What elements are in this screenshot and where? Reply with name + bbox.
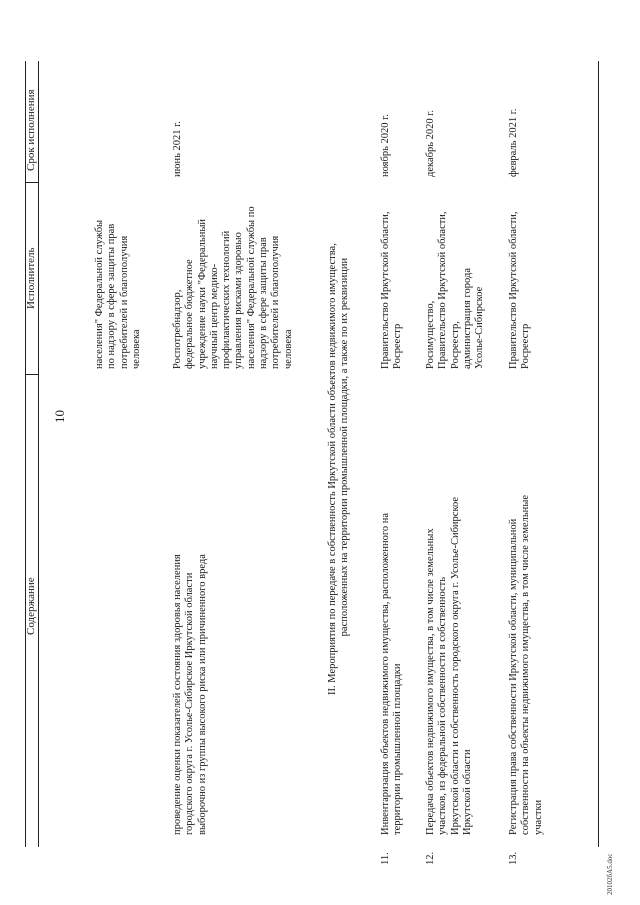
row1-deadline: июнь 2021 г. [172, 121, 183, 177]
column-divider-executor-deadline [25, 182, 38, 183]
document-code: 20102бА5.doc [606, 853, 614, 895]
executor-line: Росреестр, [449, 321, 461, 369]
row13-deadline: февраль 2021 г. [508, 108, 519, 177]
executor-line: федеральное бюджетное [184, 259, 196, 369]
executor-line: администрация города [461, 268, 473, 369]
executor-line: профилактических технологий [221, 230, 233, 369]
executor-line: населения" Федеральной службы по [245, 206, 257, 369]
executor-line: человека [130, 329, 142, 369]
row11-deadline: ноябрь 2020 г. [380, 114, 391, 177]
executor-line: управления рисками здоровью [233, 232, 245, 369]
header-deadline: Срок исполнения [25, 89, 37, 171]
section-title-line: расположенных на территории промышленной площадки, а также по их реквизиции [339, 257, 351, 637]
row1-executor [172, 206, 295, 369]
row12-executor [425, 211, 486, 369]
content-line: проведение оценки показателей состояния здоровья населения [172, 554, 183, 835]
executor-line: Росреестр [520, 323, 532, 369]
table-header-rule [38, 61, 39, 847]
content-line: выборочно из группы высокого риска или причиненного вреда [196, 554, 208, 835]
content-line: Регистрация права собственности Иркутской области, муниципальной [508, 518, 519, 835]
executor-line: Росимущество, [425, 300, 436, 369]
executor-line: надзору в сфере защиты прав [258, 237, 270, 369]
row13-number: 13. [508, 851, 519, 865]
column-divider-content-executor [25, 374, 38, 375]
executor-line: человека [282, 329, 294, 369]
table-top-rule [25, 61, 26, 847]
row13-content [508, 495, 545, 835]
row13-executor [508, 211, 533, 369]
section-title-line: II. Мероприятия по передаче в собственность Иркутской области объектов недвижимого имущества, [327, 243, 338, 695]
content-line: Иркутской области и собственность городского округа г. Усолье-Сибирское [449, 496, 461, 835]
executor-line: Росреестр [392, 323, 404, 369]
executor-line: научный центр медико- [208, 263, 220, 369]
content-line: Инвентаризация объектов недвижимого имущества, расположенного на [380, 512, 391, 835]
executor-line: Правительство Иркутской области, [380, 211, 391, 369]
header-content: Содержание [25, 577, 37, 635]
content-line: городского округа г. Усолье-Сибирское Иркутской области [184, 572, 196, 835]
content-line: собственности на объекты недвижимого имущества, в том числе земельные [520, 494, 532, 835]
executor-line: Усолье-Сибирское [474, 286, 486, 369]
row1-content [172, 554, 209, 835]
executor-line: населения" Федеральной службы [94, 219, 105, 369]
row11-content [380, 513, 405, 835]
executor-line: Правительство Иркутской области, [508, 211, 519, 369]
content-line: Иркутской области [461, 749, 473, 835]
content-line: территории промышленной площадки [392, 663, 404, 835]
executor-line: потребителей и благополучия [270, 235, 282, 369]
content-line: участки [532, 799, 544, 835]
row11-number: 11. [380, 852, 391, 865]
executor-line: по надзору в сфере защиты прав [106, 223, 118, 369]
executor-line: учреждение науки "Федеральный [196, 219, 208, 369]
row12-deadline: декабрь 2020 г. [425, 110, 436, 177]
header-executor: Исполнитель [25, 247, 37, 309]
row12-content [425, 497, 474, 835]
executor-line: Роспотребнадзор, [172, 289, 183, 369]
row0-executor [94, 220, 143, 369]
row11-executor [380, 211, 405, 369]
content-line: Передача объектов недвижимого имущества, в том числе земельных [425, 528, 436, 835]
section-title [327, 243, 352, 695]
content-line: участков, из федеральной собственности в собственность [437, 576, 449, 835]
executor-line: потребителей и благополучия [118, 235, 130, 369]
executor-line: Правительство Иркутской области, [437, 211, 449, 369]
row12-number: 12. [425, 851, 436, 865]
table-bottom-rule [598, 61, 599, 847]
page-number: 10 [52, 410, 67, 423]
